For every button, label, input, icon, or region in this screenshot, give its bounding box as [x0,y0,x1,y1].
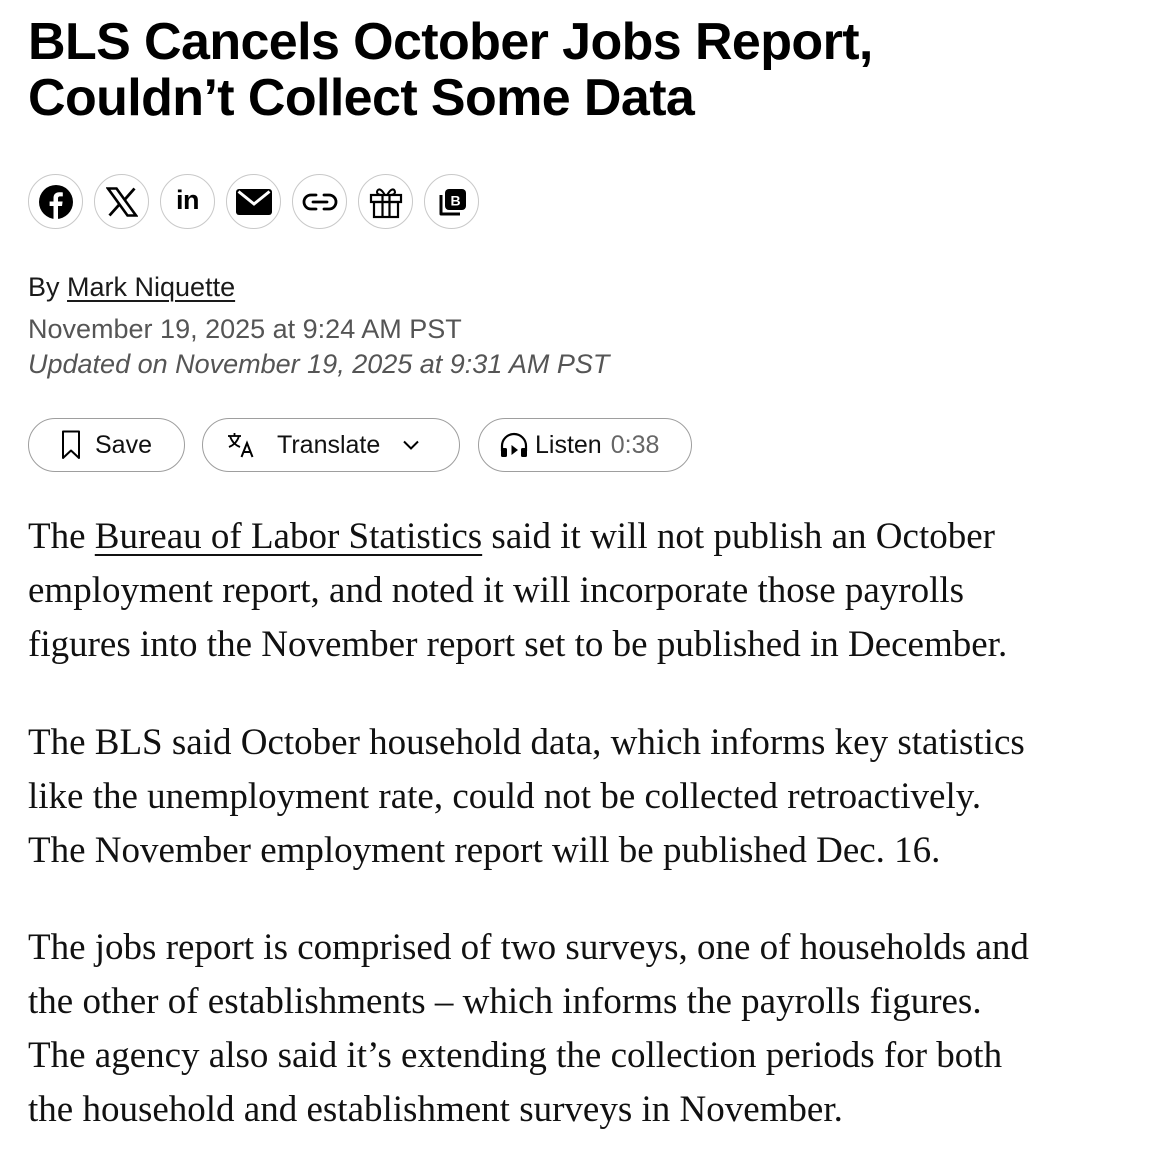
article-paragraph-1 [28,510,1138,672]
copy-link-button[interactable] [292,174,347,229]
gift-article-button[interactable] [358,174,413,229]
paragraph-line: like the unemployment rate, could not be collected retroactively. [28,776,982,817]
share-linkedin-button[interactable] [160,174,215,229]
paragraph-line: The agency also said it’s extending the collection periods for both [28,1035,1003,1076]
bls-link[interactable]: Bureau of Labor Statistics [94,516,483,557]
author-link[interactable]: Mark Niquette [67,272,236,302]
listen-duration: 0:38 [610,430,660,459]
translate-button[interactable] [202,418,460,472]
save-button[interactable] [28,418,185,472]
gift-icon [369,185,403,219]
paragraph-line: employment report, and noted it will incorporate those payrolls [28,570,965,611]
translate-icon [227,432,255,458]
bloomberg-terminal-button[interactable] [424,174,479,229]
email-icon [236,189,272,215]
listen-label: Listen [535,430,602,459]
bloomberg-terminal-icon [435,185,469,219]
byline-prefix: By [28,272,60,302]
bloomberg-terminal-letter: B [449,192,461,208]
paragraph-line: the household and establishment surveys in November. [28,1089,843,1130]
article-paragraph-3 [28,921,1138,1137]
paragraph-line: the other of establishments – which informs the payrolls figures. [28,981,982,1022]
paragraph-line: figures into the November report set to be published in December. [28,624,1008,665]
save-label: Save [95,430,152,459]
headline-line-1: BLS Cancels October Jobs Report, [28,13,873,71]
share-bar [28,174,479,229]
share-email-button[interactable] [226,174,281,229]
facebook-icon [38,184,74,220]
article-headline [28,14,1128,126]
article-paragraph-2 [28,716,1138,878]
link-icon [302,192,338,212]
chevron-down-icon [402,439,420,451]
share-facebook-button[interactable] [28,174,83,229]
linkedin-icon: in [176,185,199,215]
x-icon [106,187,138,217]
paragraph-line: The jobs report is comprised of two surveys, one of households and [28,927,1029,968]
paragraph-text: The [28,516,86,557]
paragraph-line [28,510,1138,564]
bookmark-icon [61,430,81,460]
published-date: November 19, 2025 at 9:24 AM PST [28,314,462,344]
listen-button[interactable] [478,418,692,472]
paragraph-line: The BLS said October household data, which informs key statistics [28,722,1025,763]
translate-label: Translate [277,430,381,459]
paragraph-line: The November employment report will be published Dec. 16. [28,830,941,871]
headphones-icon [499,431,529,459]
headline-line-2: Couldn’t Collect Some Data [28,69,695,127]
updated-date: Updated on November 19, 2025 at 9:31 AM PST [28,349,610,379]
byline [28,272,235,303]
paragraph-text: said it will not publish an October [491,516,995,557]
share-x-button[interactable] [94,174,149,229]
